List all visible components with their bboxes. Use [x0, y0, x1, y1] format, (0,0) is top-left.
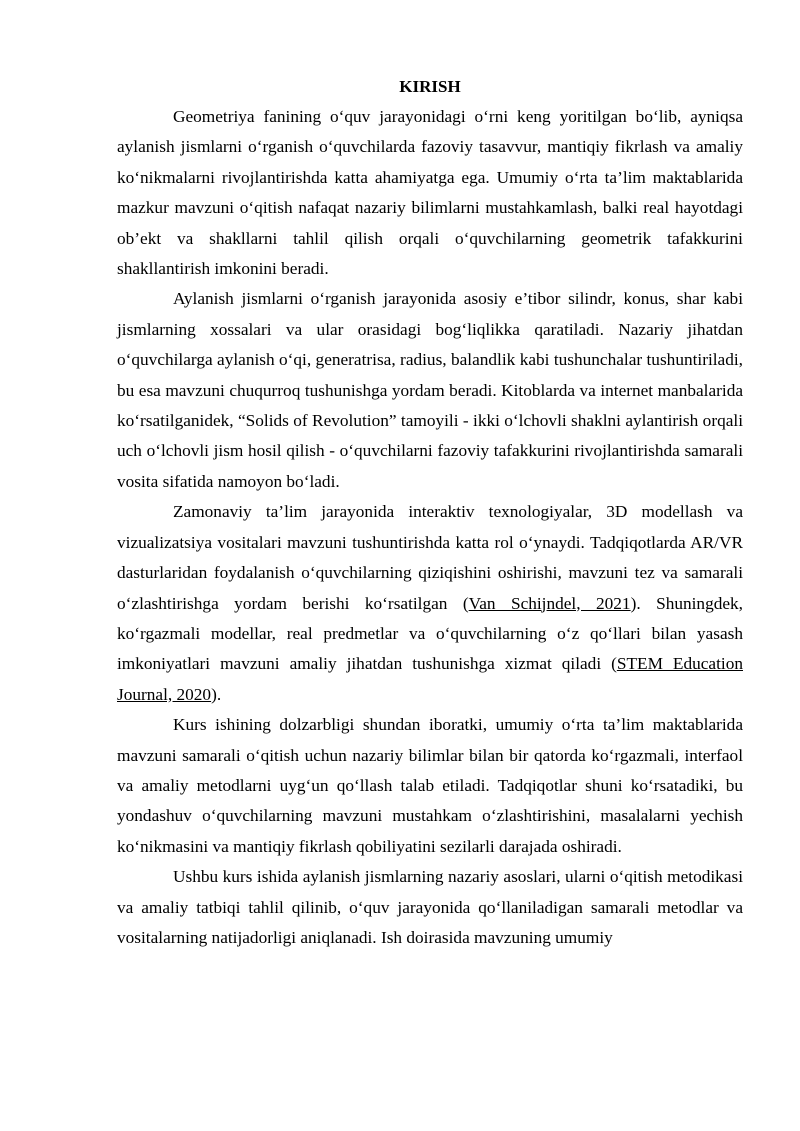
- paragraph-2: Aylanish jismlarni o‘rganish jarayonida asosiy e’tibor silindr, konus, shar kabi jismlarning xossalari va ular orasidagi bog‘liqlikka qaratiladi. Nazariy jihatdan o‘quvchilarga aylanish o‘qi, generatrisa, radius, balandlik kabi tushunchalar tushuntiriladi, bu esa mavzuni chuqurroq tushunishga yordam beradi. Kitoblarda va internet manbalarida ko‘rsatilganidek, “Solids of Revolution” tamoyili - ikki o‘lchovli shaklni aylantirish orqali uch o‘lchovli jism hosil qilish - o‘quvchilarni fazoviy tafakkurini rivojlantirishda samarali vosita sifatida namoyon bo‘ladi.: [117, 289, 743, 491]
- citation-link-stem-journal[interactable]: STEM Education Journal, 2020: [117, 654, 743, 704]
- paragraph-3: [117, 497, 743, 710]
- paragraph-1: Geometriya fanining o‘quv jarayonidagi o‘rni keng yoritilgan bo‘lib, ayniqsa aylanish jismlarni o‘rganish o‘quvchilarda fazoviy tasavvur, mantiqiy fikrlash va amaliy ko‘nikmalarni rivojlantirishda katta ahamiyatga ega. Umumiy o‘rta ta’lim maktablarida mazkur mavzuni o‘qitish nafaqat nazariy bilimlarni mustahkamlash, balki real hayotdagi ob’ekt va shakllarni tahlil qilish orqali o‘quvchilarning geometrik tafakkurini shakllantirish imkonini beradi.: [117, 107, 743, 279]
- paragraph-5: Ushbu kurs ishida aylanish jismlarning nazariy asoslari, ularni o‘qitish metodikasi va amaliy tatbiqi tahlil qilinib, o‘quv jarayonida qo‘llaniladigan samarali metodlar va vositalarning natijadorligi aniqlanadi. Ish doirasida mavzuning umumiy: [117, 867, 743, 947]
- page-title: KIRISH: [399, 77, 461, 96]
- paragraph-3-text-b: ). Shuningdek, ko‘rgazmali modellar, real predmetlar va o‘quvchilarning o‘z qo‘llari bilan yasash imkoniyatlari mavzuni amaliy jihatdan tushunishga xizmat qiladi (: [117, 593, 743, 674]
- paragraph-3-text-a: Zamonaviy ta’lim jarayonida interaktiv texnologiyalar, 3D modellash va vizualizatsiya vositalari mavzuni tushuntirishda katta rol o‘ynaydi. Tadqiqotlarda AR/VR dasturlaridan foydalanish o‘quvchilarning qiziqishini oshirishi, mavzuni tez va samarali o‘zlashtirishga yordam berishi ko‘rsatilgan (: [117, 502, 743, 613]
- document-page: [117, 72, 743, 953]
- citation-link-van-schijndel[interactable]: Van Schijndel, 2021: [468, 593, 631, 613]
- paragraph-3-text-c: ).: [211, 684, 222, 704]
- paragraph-4: Kurs ishining dolzarbligi shundan iboratki, umumiy o‘rta ta’lim maktablarida mavzuni samarali o‘qitish uchun nazariy bilimlar bilan bir qatorda ko‘rgazmali, interfaol va amaliy metodlarni uyg‘un qo‘llash talab etiladi. Tadqiqotlar shuni ko‘rsatadiki, bu yondashuv o‘quvchilarning mavzuni mustahkam o‘zlashtirishini, masalalarni yechish ko‘nikmasini va mantiqiy fikrlash qobiliyatini sezilarli darajada oshiradi.: [117, 715, 743, 856]
